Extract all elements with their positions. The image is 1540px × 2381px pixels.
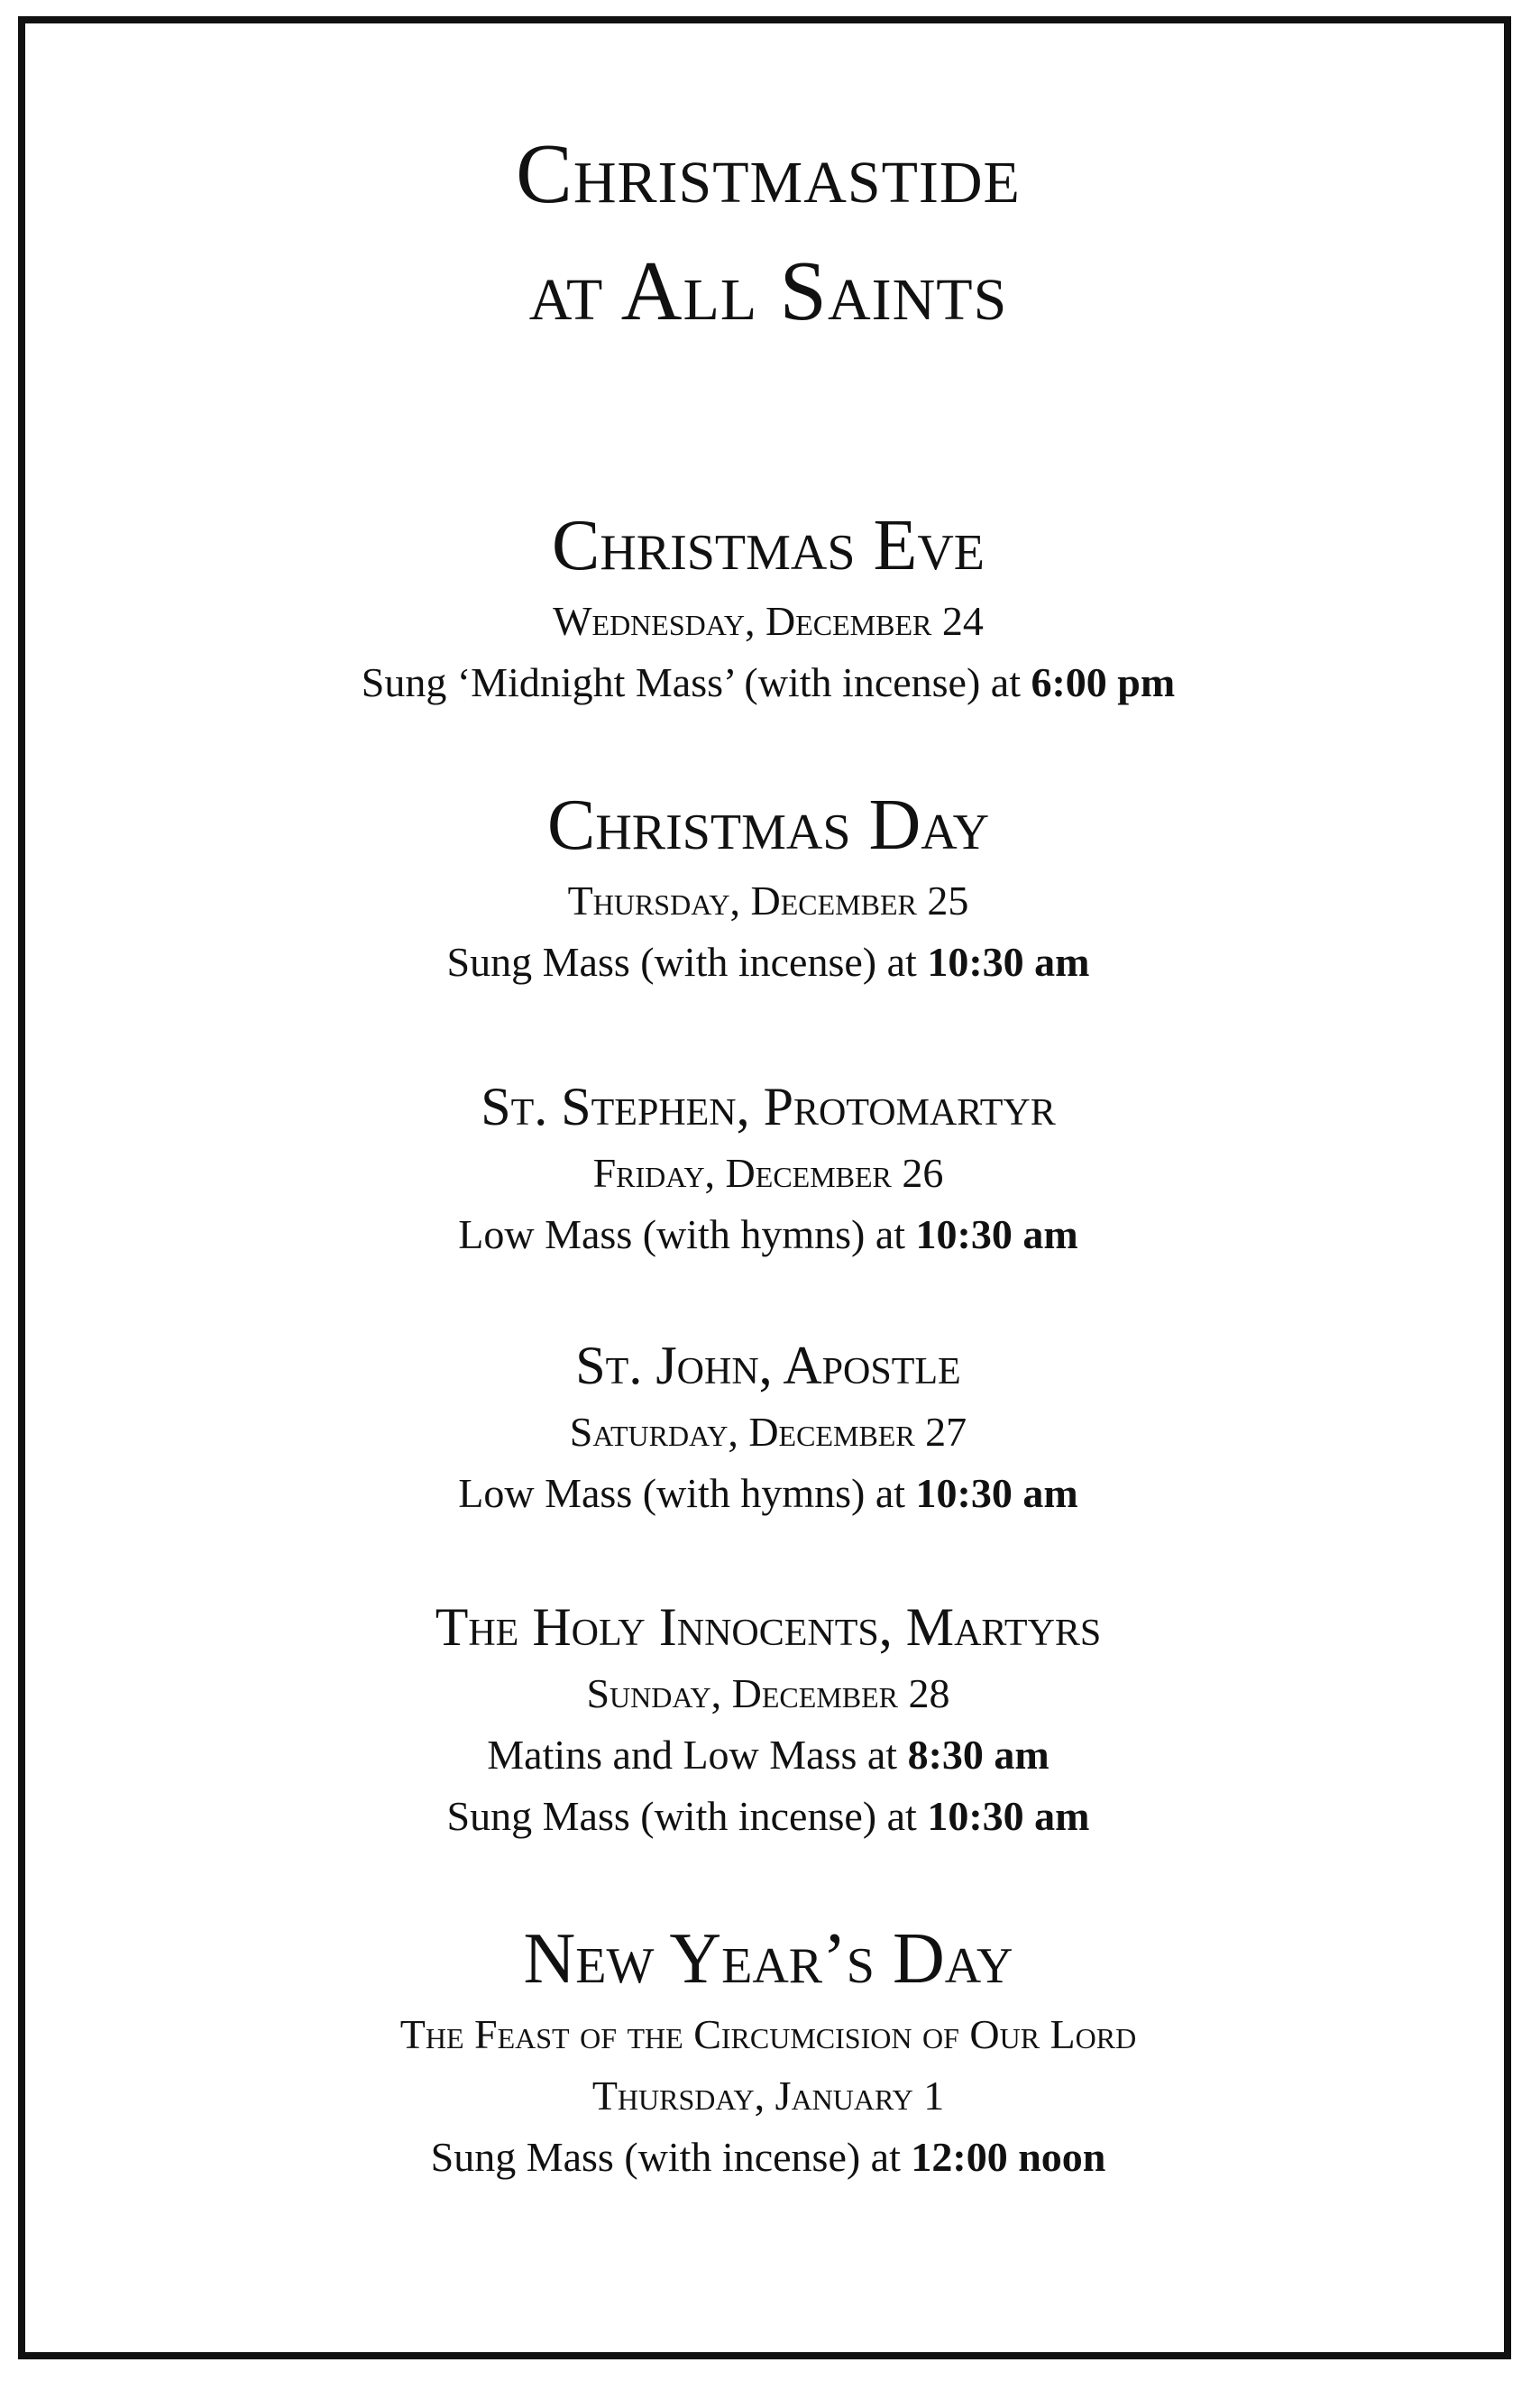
service-line (25, 932, 1511, 993)
service-line (25, 2127, 1511, 2188)
service-description: Sung Mass (with incense) at (446, 1793, 928, 1839)
service-line (25, 1724, 1511, 1786)
service-description: Low Mass (with hymns) at (458, 1470, 916, 1516)
service-time: 8:30 am (907, 1732, 1050, 1778)
service-line (25, 1204, 1511, 1265)
service-date: Sunday, December 28 (586, 1670, 950, 1716)
service-date: Thursday, January 1 (591, 2073, 945, 2119)
service-line (25, 1786, 1511, 1847)
page-title (25, 115, 1511, 350)
title-line-1: Christmastide (516, 127, 1021, 221)
section-new-years-day (25, 1914, 1511, 2188)
service-date: Friday, December 26 (592, 1150, 944, 1196)
service-description: Matins and Low Mass at (487, 1732, 908, 1778)
service-time: 10:30 am (915, 1470, 1078, 1516)
service-line (25, 652, 1511, 713)
section-christmas-day (25, 780, 1511, 993)
service-line (25, 1463, 1511, 1524)
title-line-2: at All Saints (528, 244, 1008, 338)
service-description: Sung Mass (with incense) at (446, 939, 928, 985)
service-description: Low Mass (with hymns) at (458, 1211, 916, 1257)
service-time: 10:30 am (927, 1793, 1090, 1839)
service-description: Sung ‘Midnight Mass’ (with incense) at (361, 659, 1031, 705)
section-heading: St. John, Apostle (575, 1336, 961, 1395)
section-christmas-eve (25, 501, 1511, 713)
service-time: 10:30 am (915, 1211, 1078, 1257)
service-description: Sung Mass (with incense) at (430, 2134, 912, 2180)
service-subtitle: The Feast of the Circumcision of Our Lord (399, 2011, 1137, 2057)
service-time: 10:30 am (927, 939, 1090, 985)
service-date: Wednesday, December 24 (553, 598, 984, 644)
section-st-john (25, 1329, 1511, 1524)
section-heading: Christmas Day (546, 786, 990, 865)
service-time: 12:00 noon (911, 2134, 1106, 2180)
service-date: Saturday, December 27 (569, 1409, 967, 1455)
section-st-stephen (25, 1071, 1511, 1265)
service-date: Thursday, December 25 (567, 878, 969, 924)
section-heading: St. Stephen, Protomartyr (481, 1077, 1056, 1136)
section-holy-innocents (25, 1591, 1511, 1847)
service-time: 6:00 pm (1031, 659, 1176, 705)
section-heading: New Year’s Day (523, 1919, 1013, 1999)
section-heading: Christmas Eve (551, 506, 985, 585)
section-heading: The Holy Innocents, Martyrs (435, 1597, 1102, 1657)
